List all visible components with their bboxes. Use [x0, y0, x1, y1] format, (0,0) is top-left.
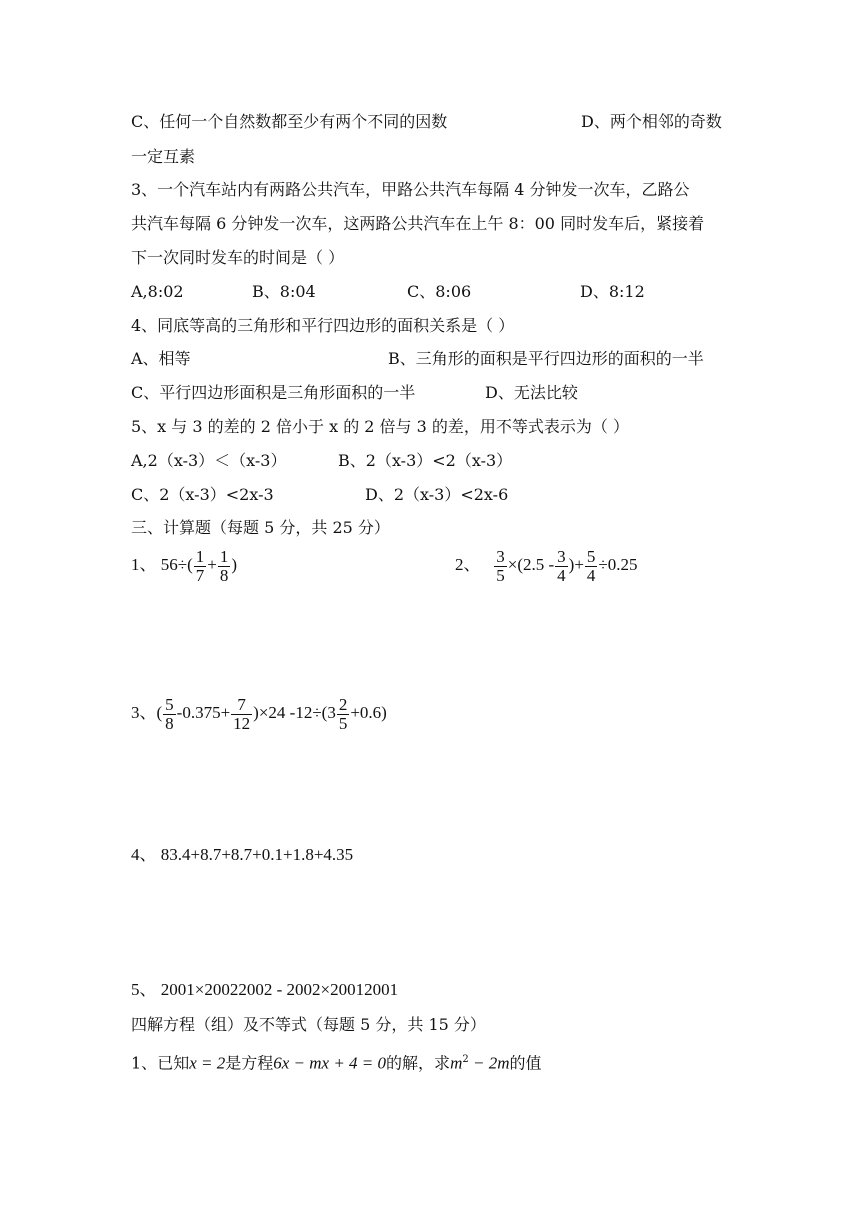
fraction: $\frac{2}{5}$	[338, 694, 348, 733]
q3-option-c: C、8:06	[407, 282, 472, 301]
plus-sign: +	[207, 555, 217, 574]
q3-text-line1: 3、一个汽车站内有两路公共汽车，甲路公共汽车每隔 4 分钟发一次车，乙路公	[131, 180, 690, 199]
equation-text: 的解，求	[386, 1053, 451, 1073]
fraction: $\frac{3}{5}$	[496, 546, 505, 585]
calc-2	[455, 545, 638, 585]
q3-option-d: D、8:12	[580, 282, 645, 301]
calc-2-number: 2、	[455, 555, 481, 574]
calc-1	[131, 545, 237, 585]
equation-math: 6x − mx + 4 = 0	[273, 1053, 387, 1073]
equation-1	[131, 1050, 541, 1073]
calc-1-number: 1、	[131, 555, 157, 574]
q5-option-c: C、2（x-3）<2x-3	[131, 485, 274, 504]
calc-2-term: ÷0.25	[598, 555, 638, 574]
q5-option-a: A,2（x-3）＜（x-3）	[131, 451, 287, 470]
q2-option-d-continued: 一定互素	[131, 147, 196, 166]
equation-math: x = 2	[189, 1053, 226, 1073]
calc-5-number: 5、	[131, 980, 157, 999]
calc-3	[131, 693, 387, 733]
q4-option-d: D、无法比较	[485, 383, 578, 402]
calc-4	[131, 845, 353, 865]
calc-2-term: )+	[568, 555, 584, 574]
q4-text: 4、同底等高的三角形和平行四边形的面积关系是（ ）	[131, 316, 515, 335]
calc-3-term: )×24 -12÷(3	[253, 703, 336, 722]
q2-option-c: C、任何一个自然数都至少有两个不同的因数	[131, 112, 448, 131]
equation-text: 是方程	[225, 1053, 274, 1073]
equation-text: 的值	[509, 1053, 542, 1073]
calc-3-term: -0.375+	[176, 703, 231, 722]
fraction: $\frac{1}{7}$	[195, 546, 205, 585]
equation-math: − 2m	[468, 1053, 510, 1073]
q3-option-b: B、8:04	[252, 282, 316, 301]
q3-option-a: A,8:02	[131, 282, 184, 301]
calc-5-expression: 2001×20022002 - 2002×20012001	[160, 980, 399, 999]
calc-1-term: 56÷(	[160, 555, 193, 574]
fraction: $\frac{5}{8}$	[165, 694, 174, 733]
q2-option-d: D、两个相邻的奇数	[581, 112, 722, 131]
q3-text-line3: 下一次同时发车的时间是（ ）	[131, 248, 345, 267]
fraction: $\frac{1}{8}$	[219, 546, 229, 585]
calc-4-number: 4、	[131, 845, 157, 864]
q5-option-b: B、2（x-3）<2（x-3）	[338, 451, 513, 470]
q4-option-a: A、相等	[131, 349, 191, 368]
section-4-heading: 四解方程（组）及不等式（每题 5 分，共 15 分）	[131, 1015, 486, 1034]
q4-option-c: C、平行四边形面积是三角形面积的一半	[131, 383, 416, 402]
calc-4-expression: 83.4+8.7+8.7+0.1+1.8+4.35	[160, 845, 354, 864]
equation-text: 已知	[157, 1053, 190, 1073]
fraction: $\frac{7}{12}$	[233, 694, 251, 733]
q4-option-b: B、三角形的面积是平行四边形的面积的一半	[388, 349, 704, 368]
open-paren: (	[156, 703, 163, 722]
fraction: $\frac{5}{4}$	[586, 546, 596, 585]
calc-3-number: 3、	[131, 703, 157, 722]
calc-5	[131, 980, 398, 1000]
q5-text: 5、x 与 3 的差的 2 倍小于 x 的 2 倍与 3 的差，用不等式表示为（ ）	[131, 417, 629, 436]
calc-3-term: +0.6)	[350, 703, 387, 722]
calc-2-term: ×(2.5 -	[507, 555, 555, 574]
exponent: 2	[462, 1054, 469, 1065]
q3-text-line2: 共汽车每隔 6 分钟发一次车，这两路公共汽车在上午 8：00 同时发车后，紧接着	[131, 214, 705, 233]
equation-1-number: 1、	[131, 1053, 158, 1073]
section-3-heading: 三、计算题（每题 5 分，共 25 分）	[131, 518, 390, 537]
q5-option-d: D、2（x-3）<2x-6	[365, 485, 509, 504]
equation-math: m	[450, 1053, 463, 1073]
fraction: $\frac{3}{4}$	[557, 546, 566, 585]
close-paren: )	[231, 555, 238, 574]
